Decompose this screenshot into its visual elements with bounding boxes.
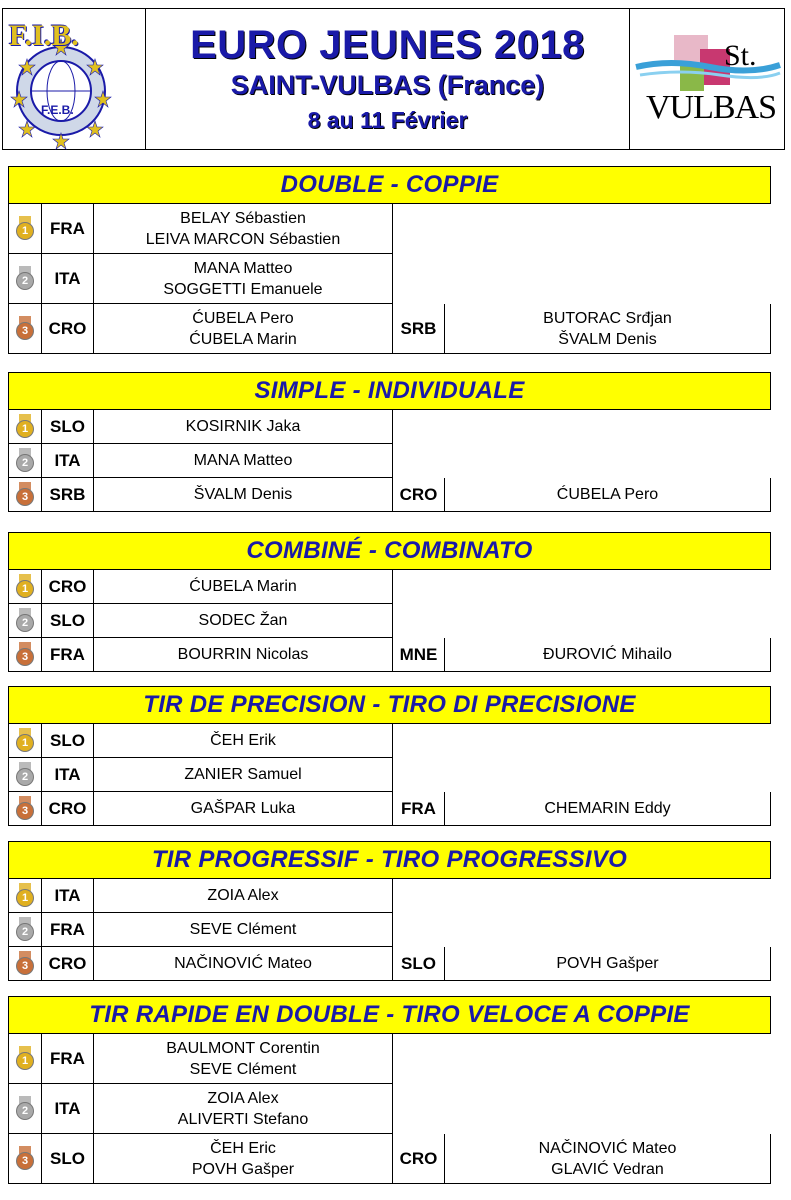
athlete-name: CHEMARIN Eddy [544, 800, 671, 817]
medal-rank: 3 [21, 324, 29, 337]
medal-rank: 1 [21, 582, 29, 595]
feb-logo-text: F.E.B. [41, 103, 74, 117]
medal-icon [15, 482, 35, 508]
athlete-name: ČEH Eric [210, 1139, 276, 1157]
nation-code: FRA [41, 204, 94, 254]
fib-logo-text: F.I.B. [9, 19, 79, 52]
result-row [8, 304, 771, 354]
result-row [8, 1084, 771, 1134]
athlete-name: GAŠPAR Luka [190, 800, 296, 817]
athlete-name: BUTORAC Srđjan [543, 309, 672, 327]
athlete-name: MANA Matteo [193, 259, 293, 277]
result-row [8, 604, 771, 638]
medal-rank: 1 [21, 1054, 29, 1067]
athlete-name: BELAY Sébastien [180, 209, 306, 227]
medal-rank: 1 [21, 891, 29, 904]
athlete-name: ZOIA Alex [207, 1089, 279, 1107]
results-section [8, 841, 771, 981]
medal-rank: 3 [21, 650, 29, 663]
medal-cell [8, 304, 42, 354]
medal-icon [15, 316, 35, 342]
medal-cell [8, 879, 42, 913]
athlete-names [93, 304, 393, 354]
results-section [8, 686, 771, 826]
medal-cell [8, 204, 42, 254]
medal-rank: 1 [21, 422, 29, 435]
medal-cell [8, 947, 42, 981]
medal-cell [8, 638, 42, 672]
athlete-names [93, 410, 393, 444]
result-row [8, 444, 771, 478]
result-row [8, 724, 771, 758]
medal-cell [8, 570, 42, 604]
section-title: TIR PROGRESSIF - TIRO PROGRESSIVO [8, 841, 771, 879]
result-row [8, 758, 771, 792]
medal-icon [15, 1046, 35, 1072]
result-row [8, 254, 771, 304]
athlete-name: ZOIA Alex [207, 887, 279, 904]
medal-icon [15, 1096, 35, 1122]
result-row [8, 947, 771, 981]
nation-code: ITA [41, 444, 94, 478]
nation-code: CRO [392, 1134, 445, 1184]
athlete-name: ŠVALM Denis [558, 330, 657, 348]
medal-rank: 2 [21, 274, 29, 287]
athlete-names [444, 792, 771, 826]
result-row [8, 1034, 771, 1084]
medal-icon [15, 917, 35, 943]
athlete-names [93, 1084, 393, 1134]
athlete-name: SEVE Clément [189, 921, 297, 938]
medal-cell [8, 478, 42, 512]
athlete-name: ŠVALM Denis [193, 486, 293, 503]
athlete-name: ĆUBELA Marin [189, 330, 297, 348]
athlete-names [93, 724, 393, 758]
athlete-name: NAČINOVIĆ Mateo [174, 955, 312, 972]
nation-code: ITA [41, 758, 94, 792]
medal-icon [15, 266, 35, 292]
athlete-name: POVH Gašper [556, 955, 659, 972]
medal-cell [8, 1034, 42, 1084]
athlete-name: ALIVERTI Stefano [177, 1110, 309, 1128]
medal-icon [15, 1146, 35, 1172]
page-title: EURO JEUNES 2018 [190, 23, 585, 67]
section-title: TIR RAPIDE EN DOUBLE - TIRO VELOCE A COPPIE [8, 996, 771, 1034]
medal-rank: 3 [21, 804, 29, 817]
medal-icon [15, 642, 35, 668]
nation-code: SLO [41, 724, 94, 758]
medal-cell [8, 410, 42, 444]
medal-cell [8, 913, 42, 947]
athlete-name: ĐUROVIĆ Mihailo [543, 646, 672, 663]
nation-code: SLO [41, 604, 94, 638]
nation-code: CRO [392, 478, 445, 512]
nation-code: FRA [392, 792, 445, 826]
athlete-names [93, 604, 393, 638]
medal-icon [15, 216, 35, 242]
result-row [8, 478, 771, 512]
medal-icon [15, 796, 35, 822]
medal-rank: 1 [21, 224, 29, 237]
medal-icon [15, 728, 35, 754]
result-row [8, 638, 771, 672]
result-row [8, 913, 771, 947]
athlete-name: ĆUBELA Pero [556, 486, 659, 503]
athlete-names [93, 478, 393, 512]
athlete-names [444, 638, 771, 672]
medal-rank: 1 [21, 736, 29, 749]
medal-icon [15, 608, 35, 634]
result-row [8, 570, 771, 604]
athlete-name: ĆUBELA Marin [189, 578, 297, 595]
athlete-names [93, 1134, 393, 1184]
nation-code: FRA [41, 913, 94, 947]
athlete-names [93, 638, 393, 672]
nation-code: CRO [41, 947, 94, 981]
nation-code: SRB [41, 478, 94, 512]
results-section [8, 532, 771, 672]
nation-code: ITA [41, 1084, 94, 1134]
result-row [8, 410, 771, 444]
fib-feb-logo [3, 9, 146, 149]
medal-cell [8, 604, 42, 638]
logo-vulbas-text: VULBAS [646, 89, 777, 126]
section-title: DOUBLE - COPPIE [8, 166, 771, 204]
result-row [8, 204, 771, 254]
result-row [8, 792, 771, 826]
page-header [2, 8, 785, 150]
athlete-name: LEIVA MARCON Sébastien [145, 230, 341, 248]
medal-icon [15, 883, 35, 909]
athlete-name: SODEC Žan [198, 612, 288, 629]
nation-code: SLO [392, 947, 445, 981]
nation-code: CRO [41, 570, 94, 604]
st-vulbas-logo-icon [630, 9, 785, 151]
athlete-name: ZANIER Samuel [184, 766, 302, 783]
nation-code: ITA [41, 879, 94, 913]
medal-rank: 3 [21, 959, 29, 972]
athlete-names [93, 792, 393, 826]
section-title: TIR DE PRECISION - TIRO DI PRECISIONE [8, 686, 771, 724]
medal-rank: 3 [21, 490, 29, 503]
header-titles [146, 9, 629, 149]
athlete-names [93, 913, 393, 947]
section-title: SIMPLE - INDIVIDUALE [8, 372, 771, 410]
medal-rank: 2 [21, 616, 29, 629]
athlete-names [444, 304, 771, 354]
athlete-name: BAULMONT Corentin [166, 1039, 320, 1057]
athlete-names [93, 758, 393, 792]
athlete-names [93, 204, 393, 254]
athlete-name: SEVE Clément [189, 1060, 297, 1078]
athlete-names [93, 570, 393, 604]
results-section [8, 166, 771, 354]
medal-cell [8, 758, 42, 792]
medal-cell [8, 254, 42, 304]
event-dates: 8 au 11 Février [307, 107, 468, 133]
medal-cell [8, 1134, 42, 1184]
results-section [8, 372, 771, 512]
athlete-names [93, 1034, 393, 1084]
medal-icon [15, 448, 35, 474]
result-row [8, 879, 771, 913]
athlete-names [93, 947, 393, 981]
nation-code: CRO [41, 304, 94, 354]
athlete-names [444, 947, 771, 981]
nation-code: SRB [392, 304, 445, 354]
athlete-name: KOSIRNIK Jaka [185, 418, 301, 435]
st-vulbas-logo [629, 9, 784, 149]
medal-icon [15, 951, 35, 977]
nation-code: ITA [41, 254, 94, 304]
athlete-names [444, 1134, 771, 1184]
medal-cell [8, 792, 42, 826]
medal-rank: 2 [21, 456, 29, 469]
athlete-names [93, 254, 393, 304]
nation-code: FRA [41, 638, 94, 672]
nation-code: SLO [41, 410, 94, 444]
athlete-name: ĆUBELA Pero [192, 309, 294, 327]
athlete-name: MANA Matteo [193, 452, 293, 469]
medal-cell [8, 1084, 42, 1134]
results-section [8, 996, 771, 1184]
athlete-names [93, 444, 393, 478]
nation-code: MNE [392, 638, 445, 672]
medal-icon [15, 762, 35, 788]
athlete-names [444, 478, 771, 512]
logo-st-text: St. [724, 39, 757, 72]
athlete-name: SOGGETTI Emanuele [163, 280, 323, 298]
nation-code: CRO [41, 792, 94, 826]
medal-rank: 2 [21, 770, 29, 783]
section-title: COMBINÉ - COMBINATO [8, 532, 771, 570]
result-row [8, 1134, 771, 1184]
nation-code: FRA [41, 1034, 94, 1084]
medal-cell [8, 724, 42, 758]
athlete-names [93, 879, 393, 913]
medal-rank: 2 [21, 925, 29, 938]
medal-cell [8, 444, 42, 478]
nation-code: SLO [41, 1134, 94, 1184]
medal-rank: 2 [21, 1104, 29, 1117]
athlete-name: GLAVIĆ Vedran [551, 1160, 664, 1178]
medal-icon [15, 414, 35, 440]
medal-rank: 3 [21, 1154, 29, 1167]
athlete-name: NAČINOVIĆ Mateo [538, 1139, 677, 1157]
medal-icon [15, 574, 35, 600]
athlete-name: ČEH Erik [210, 732, 276, 749]
event-location: SAINT-VULBAS (France) [230, 70, 545, 100]
athlete-name: BOURRIN Nicolas [177, 646, 309, 663]
athlete-name: POVH Gašper [191, 1160, 295, 1178]
